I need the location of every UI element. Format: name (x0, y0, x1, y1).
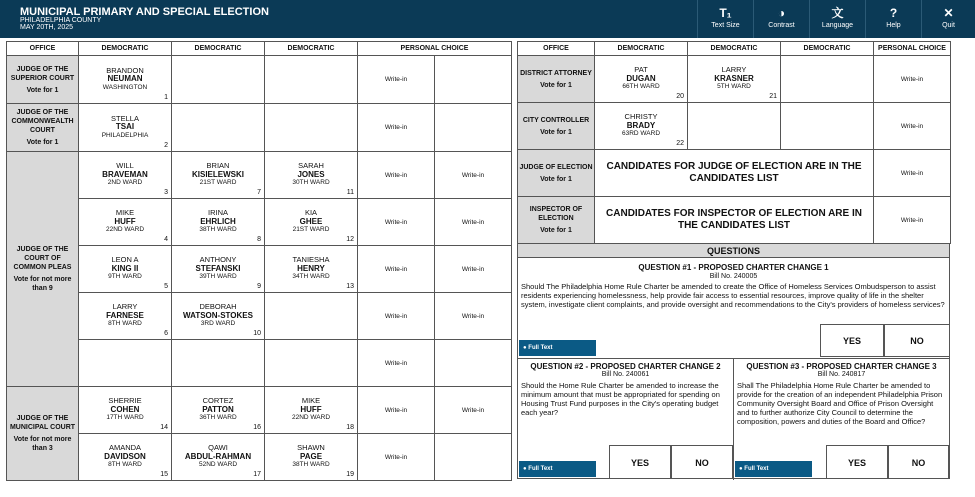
candidate-last: STEFANSKI (195, 263, 241, 273)
write-in-button[interactable]: Write-in (435, 246, 512, 293)
empty-cell (688, 103, 781, 150)
office-commonwealth-court (7, 104, 79, 152)
candidate-last: BRAVEMAN (102, 169, 148, 179)
candidate-cell[interactable] (79, 56, 172, 104)
empty-cell (172, 340, 265, 387)
candidate-ward: 2ND WARD (107, 179, 143, 187)
ballot-number: 13 (346, 282, 354, 290)
office-name: JUDGE OF THE COMMONWEALTH COURT (11, 109, 74, 134)
candidates-list-note: CANDIDATES FOR INSPECTOR OF ELECTION ARE IN THE CANDIDATES LIST (595, 197, 874, 244)
q3-no-button[interactable]: NO (888, 445, 949, 479)
ballot-number: 22 (676, 139, 684, 147)
candidate-cell[interactable] (79, 199, 172, 246)
col-header-democratic: DEMOCRATIC (79, 42, 172, 56)
office-common-pleas (7, 152, 79, 387)
office-inspector-of-election (518, 197, 595, 244)
ballot-number: 16 (253, 423, 261, 431)
candidate-last: WATSON-STOKES (183, 310, 253, 320)
candidate-cell[interactable] (265, 387, 358, 434)
full-text-label: Full Text (528, 466, 553, 472)
write-in-button[interactable]: Write-in (874, 103, 951, 150)
write-in-button[interactable]: Write-in (358, 246, 435, 293)
candidate-last: DUGAN (626, 73, 656, 83)
election-title: MUNICIPAL PRIMARY AND SPECIAL ELECTION (20, 6, 269, 18)
candidate-cell[interactable] (265, 246, 358, 293)
ballot-number: 4 (164, 235, 168, 243)
write-in-button[interactable]: Write-in (435, 387, 512, 434)
candidate-ward: 3RD WARD (200, 320, 236, 328)
empty-cell (172, 56, 265, 104)
empty-cell (781, 56, 874, 103)
candidate-cell[interactable] (172, 293, 265, 340)
quit-button[interactable] (921, 0, 975, 38)
col-header-personal-choice: PERSONAL CHOICE (358, 42, 512, 56)
candidate-first: SARAH (298, 161, 324, 171)
col-header-democratic: DEMOCRATIC (265, 42, 358, 56)
full-text-label: Full Text (744, 466, 769, 472)
ballot-number: 18 (346, 423, 354, 431)
office-name: DISTRICT ATTORNEY (520, 69, 592, 77)
candidate-last: KRASNER (714, 73, 754, 83)
ballot-number: 1 (164, 93, 168, 101)
office-name: INSPECTOR OF ELECTION (529, 206, 583, 222)
candidate-first: PAT (634, 65, 648, 75)
contrast-icon: ◑ (777, 6, 786, 20)
candidate-last: ABDUL-RAHMAN (184, 451, 252, 461)
candidate-first: SHERRIE (108, 396, 142, 406)
close-icon: ✕ (943, 6, 954, 20)
q3-yes-button[interactable]: YES (826, 445, 888, 479)
info-icon: ● (523, 466, 529, 472)
candidate-cell[interactable] (265, 199, 358, 246)
candidate-last: HENRY (297, 263, 325, 273)
candidate-last: HUFF (300, 404, 322, 414)
empty-cell (435, 434, 512, 481)
candidate-cell[interactable] (79, 387, 172, 434)
candidate-ward: 8TH WARD (108, 320, 142, 328)
candidate-first: WILL (116, 161, 134, 171)
county-label: PHILADELPHIA COUNTY (20, 17, 102, 24)
candidate-cell[interactable] (79, 246, 172, 293)
candidate-cell[interactable] (79, 434, 172, 481)
candidate-cell[interactable] (688, 56, 781, 103)
ballot-number: 5 (164, 282, 168, 290)
office-judge-of-election (518, 150, 595, 197)
empty-cell (79, 340, 172, 387)
candidate-ward: 22ND WARD (291, 414, 331, 422)
office-name: CITY CONTROLLER (522, 116, 590, 124)
col-header-office: OFFICE (7, 42, 79, 56)
ballot-number: 19 (346, 470, 354, 478)
empty-cell (435, 56, 512, 104)
candidate-cell[interactable] (79, 293, 172, 340)
question-3-text: Shall The Philadelphia Home Rule Charter be amended to provide for the creation of an independent Philadelphia Prison Community Oversight Board and Office of Prison Oversight and to further authorize City Council to determine the composition, powers and duties of the Board and Office? (737, 381, 943, 426)
write-in-button[interactable]: Write-in (435, 152, 512, 199)
write-in-button[interactable]: Write-in (874, 197, 951, 244)
election-date: MAY 20TH, 2025 (20, 24, 74, 31)
candidate-ward: 9TH WARD (108, 273, 142, 281)
candidate-last: HUFF (114, 216, 136, 226)
ballot-number: 7 (257, 188, 261, 196)
ballot-number: 6 (164, 329, 168, 337)
ballot-number: 12 (346, 235, 354, 243)
contrast-button[interactable] (753, 0, 809, 38)
candidate-ward: WASHINGTON (102, 83, 148, 91)
col-header-office: OFFICE (518, 42, 595, 56)
vote-for-label: Vote for 1 (540, 81, 572, 89)
write-in-button[interactable]: Write-in (358, 387, 435, 434)
vote-for-label: Vote for 1 (26, 139, 59, 146)
candidate-cell[interactable] (172, 152, 265, 199)
candidate-ward: PHILADELPHIA (101, 131, 149, 139)
empty-cell (435, 104, 512, 152)
candidate-ward: 39TH WARD (199, 273, 237, 281)
question-3-title: QUESTION #3 - PROPOSED CHARTER CHANGE 3 (746, 362, 937, 371)
vote-for-label: Vote for 1 (540, 128, 572, 136)
write-in-button[interactable]: Write-in (874, 56, 951, 103)
text-size-label: Text Size (711, 22, 740, 29)
ballot-number: 8 (257, 235, 261, 243)
question-1-title: QUESTION #1 - PROPOSED CHARTER CHANGE 1 (638, 263, 829, 272)
questions-section (517, 243, 950, 479)
candidate-cell[interactable] (595, 56, 688, 103)
candidate-last: DAVIDSON (104, 451, 146, 461)
text-size-icon: T₁ (719, 6, 732, 20)
question-1-text: Should The Philadelphia Home Rule Charter be amended to create the Office of Homeless Services Ombudsperson to assist residents experiencing homelessness, help provide fair access to essential resources, improve quality of life in the shelter system, investigate client complaints, and provide oversight and recommendations to the City's providers of homeless services? (521, 282, 945, 309)
office-name: JUDGE OF THE MUNICIPAL COURT (9, 415, 76, 431)
candidate-ward: 66TH WARD (622, 83, 660, 91)
write-in-button[interactable]: Write-in (358, 104, 435, 152)
candidate-last: TSAI (115, 122, 135, 132)
write-in-button[interactable]: Write-in (358, 199, 435, 246)
candidate-first: CHRISTY (624, 112, 658, 122)
info-icon: ● (739, 466, 745, 472)
full-text-button-q3[interactable] (735, 461, 812, 477)
candidate-first: MIKE (301, 396, 321, 406)
write-in-button[interactable]: Write-in (435, 199, 512, 246)
col-header-democratic: DEMOCRATIC (781, 42, 874, 56)
candidate-last: GHEE (299, 216, 323, 226)
question-1-bill: Bill No. 240005 (709, 273, 758, 280)
candidate-last: COHEN (110, 404, 140, 414)
candidate-first: QAWI (208, 443, 228, 453)
office-superior-court (7, 56, 79, 104)
ballot-number: 14 (160, 423, 168, 431)
vote-for-label: Vote for 1 (540, 175, 572, 183)
candidate-first: ANTHONY (199, 255, 237, 265)
col-header-democratic: DEMOCRATIC (595, 42, 688, 56)
candidate-first: MIKE (115, 208, 135, 218)
empty-cell (265, 104, 358, 152)
office-name: JUDGE OF THE COURT OF COMMON PLEAS (13, 246, 72, 271)
help-button[interactable] (865, 0, 921, 38)
language-icon: 文 (831, 6, 844, 20)
candidate-last: KING II (111, 263, 139, 273)
candidate-last: PATTON (202, 404, 234, 414)
candidate-ward: 38TH WARD (292, 461, 330, 469)
candidate-last: BRADY (626, 120, 656, 130)
empty-cell (265, 340, 358, 387)
question-2-title: QUESTION #2 - PROPOSED CHARTER CHANGE 2 (530, 362, 721, 371)
ballot-number: 2 (164, 141, 168, 149)
candidate-cell[interactable] (79, 152, 172, 199)
q2-no-button[interactable]: NO (671, 445, 733, 479)
candidate-first: AMANDA (108, 443, 142, 453)
candidate-last: FARNESE (106, 310, 144, 320)
candidate-ward: 21ST WARD (199, 179, 237, 187)
candidate-last: PAGE (299, 451, 323, 461)
q2-yes-button[interactable]: YES (609, 445, 671, 479)
candidate-first: KIA (304, 208, 318, 218)
candidate-first: BRANDON (106, 65, 144, 75)
col-header-democratic: DEMOCRATIC (688, 42, 781, 56)
candidate-first: SHAWN (297, 443, 325, 453)
col-header-democratic: DEMOCRATIC (172, 42, 265, 56)
vote-for-label: Vote for 1 (26, 86, 59, 94)
candidate-first: LARRY (112, 302, 138, 312)
write-in-button[interactable]: Write-in (874, 150, 951, 197)
candidate-first: DEBORAH (199, 302, 237, 312)
full-text-label: Full Text (528, 345, 553, 351)
info-icon: ● (523, 345, 529, 351)
candidate-ward: 5TH WARD (717, 83, 751, 91)
candidate-ward: 52ND WARD (198, 461, 238, 469)
candidate-ward: 21ST WARD (292, 226, 330, 234)
write-in-button[interactable]: Write-in (358, 293, 435, 340)
ballot-number: 21 (769, 92, 777, 100)
candidate-last: NEUMAN (107, 74, 143, 84)
office-name: JUDGE OF THE SUPERIOR COURT (10, 65, 75, 82)
office-city-controller (518, 103, 595, 150)
candidates-list-note: CANDIDATES FOR JUDGE OF ELECTION ARE IN THE CANDIDATES LIST (595, 150, 874, 197)
office-municipal-court (7, 387, 79, 481)
empty-cell (781, 103, 874, 150)
candidate-first: TANIESHA (292, 255, 330, 265)
quit-label: Quit (942, 22, 955, 29)
col-header-personal-choice: PERSONAL CHOICE (874, 42, 951, 56)
ballot-number: 9 (257, 282, 261, 290)
ballot-number: 10 (253, 329, 261, 337)
ballot-right-table (517, 41, 951, 244)
empty-cell (172, 104, 265, 152)
candidate-last: KISIELEWSKI (191, 169, 244, 179)
candidate-first: LEON A (111, 255, 139, 265)
language-label: Language (821, 22, 854, 29)
candidate-ward: 22ND WARD (105, 226, 145, 234)
candidate-cell[interactable] (172, 199, 265, 246)
questions-heading: QUESTIONS (518, 244, 949, 258)
candidate-ward: 30TH WARD (292, 179, 330, 187)
vote-for-label: Vote for not more than 9 (13, 276, 72, 292)
candidate-ward: 38TH WARD (199, 226, 237, 234)
ballot-number: 15 (160, 470, 168, 478)
full-text-button-q2[interactable] (519, 461, 596, 477)
candidate-last: JONES (297, 169, 325, 179)
candidate-cell[interactable] (172, 387, 265, 434)
ballot-left-table (6, 41, 512, 481)
candidate-cell[interactable] (172, 246, 265, 293)
vote-for-label: Vote for 1 (540, 227, 572, 234)
q1-no-button[interactable]: NO (884, 324, 950, 357)
candidate-ward: 8TH WARD (108, 461, 142, 469)
candidate-ward: 36TH WARD (199, 414, 237, 422)
app-header (0, 0, 975, 38)
empty-cell (265, 56, 358, 104)
write-in-button[interactable]: Write-in (435, 293, 512, 340)
q1-yes-button[interactable]: YES (820, 324, 884, 357)
candidate-first: LARRY (721, 65, 747, 75)
vote-for-label: Vote for not more than 3 (13, 436, 72, 452)
candidate-cell[interactable] (265, 434, 358, 481)
office-district-attorney (518, 56, 595, 103)
full-text-button-q1[interactable] (519, 340, 596, 356)
write-in-button[interactable]: Write-in (358, 152, 435, 199)
ballot-number: 11 (346, 188, 354, 196)
candidate-first: IRINA (207, 208, 228, 218)
question-2-bill: Bill No. 240061 (601, 371, 650, 378)
help-label: Help (886, 22, 901, 29)
ballot-number: 17 (253, 470, 261, 478)
candidate-cell[interactable] (265, 152, 358, 199)
candidate-ward: 63RD WARD (621, 130, 661, 138)
empty-cell (265, 293, 358, 340)
question-2-text: Should the Home Rule Charter be amended to increase the minimum amount that must be appropriated for spending on Housing Trust Fund purposes in the City's operating budget each year? (521, 381, 720, 417)
candidate-first: CORTEZ (202, 396, 234, 406)
candidate-cell[interactable] (172, 434, 265, 481)
candidate-ward: 17TH WARD (106, 414, 144, 422)
help-icon: ? (889, 6, 898, 20)
text-size-button[interactable] (697, 0, 753, 38)
contrast-label: Contrast (768, 22, 795, 29)
write-in-button[interactable]: Write-in (358, 56, 435, 104)
candidate-last: EHRLICH (200, 216, 236, 226)
write-in-button[interactable]: Write-in (358, 340, 435, 387)
candidate-ward: 34TH WARD (292, 273, 330, 281)
ballot-number: 3 (164, 188, 168, 196)
office-name: JUDGE OF ELECTION (519, 163, 593, 171)
candidate-first: STELLA (111, 113, 139, 123)
candidate-cell[interactable] (79, 104, 172, 152)
question-3-bill: Bill No. 240817 (817, 371, 866, 378)
language-button[interactable] (809, 0, 865, 38)
candidate-cell[interactable] (595, 103, 688, 150)
ballot-number: 20 (676, 92, 684, 100)
write-in-button[interactable]: Write-in (358, 434, 435, 481)
candidate-first: BRIAN (206, 161, 230, 171)
empty-cell (435, 340, 512, 387)
